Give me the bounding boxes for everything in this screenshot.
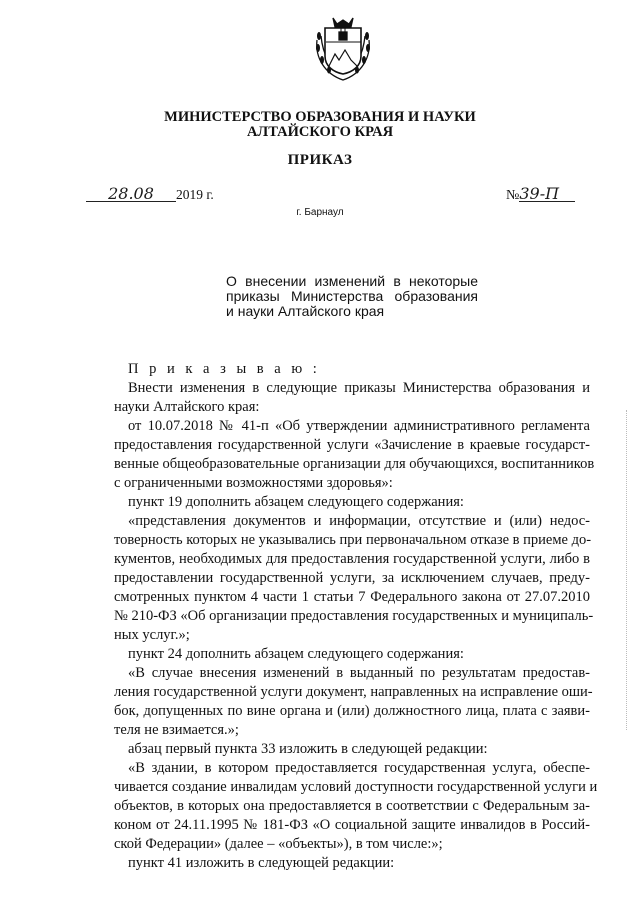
document-type-title: ПРИКАЗ (287, 152, 353, 168)
body-line: ления государственной услуги документ, направленных на исправление оши- (114, 684, 593, 700)
subject-line: О внесении изменений в некоторые (226, 273, 478, 289)
altai-krai-coat-of-arms-icon (311, 6, 375, 82)
document-year: 2019 г. (176, 187, 214, 202)
document-subject (226, 274, 478, 319)
handwritten-number: 39-П (519, 187, 575, 202)
document-body (114, 360, 598, 873)
body-line: ской Федерации» (далее – «объекты»), в том числе:»; (114, 836, 443, 852)
body-line: от 10.07.2018 № 41-п «Об утверждении административного регламента (128, 418, 590, 434)
document-date (86, 184, 214, 203)
ministry-name (0, 110, 640, 140)
body-line: науки Алтайского края: (114, 399, 260, 415)
ministry-line-1: МИНИСТЕРСТВО ОБРАЗОВАНИЯ И НАУКИ (164, 109, 476, 125)
body-line: «представления документов и информации, отсутствие и (или) недос- (128, 513, 590, 529)
body-line: пункт 19 дополнить абзацем следующего содержания: (128, 494, 464, 510)
body-line: Внести изменения в следующие приказы Министерства образования и (128, 380, 590, 396)
scan-margin-marks (626, 410, 633, 730)
body-line: предоставления государственной услуги «Зачисление в краевые государст- (114, 437, 590, 453)
body-line: пункт 24 дополнить абзацем следующего содержания: (128, 646, 464, 662)
order-keyword: П р и к а з ы в а ю : (128, 361, 321, 377)
body-line: «В случае внесения изменений в выданный по результатам предостав- (128, 665, 590, 681)
ministry-line-2: АЛТАЙСКОГО КРАЯ (246, 124, 394, 140)
body-line: абзац первый пункта 33 изложить в следующей редакции: (128, 741, 488, 757)
body-line: предоставлении государственной услуги, за исключением случаев, преду- (114, 570, 590, 586)
body-line: коном от 24.11.1995 № 181-ФЗ «О социальной защите инвалидов в Россий- (114, 817, 590, 833)
body-line: пункт 41 изложить в следующей редакции: (128, 855, 395, 871)
document-city: г. Барнаул (296, 207, 344, 218)
body-line: с ограниченными возможностями здоровья»: (114, 475, 393, 491)
body-line: венные общеобразовательные организации для обучающихся, воспитанников (114, 456, 595, 472)
subject-line: и науки Алтайского края (226, 303, 385, 319)
body-line: объектов, в которых она предоставляется в соответствии с Федеральным за- (114, 798, 590, 814)
subject-line: приказы Министерства образования (226, 288, 478, 304)
number-prefix: № (506, 188, 520, 203)
body-line: «В здании, в котором предоставляется государственная услуга, обеспе- (128, 760, 590, 776)
body-line: № 210-ФЗ «Об организации предоставления государственных и муниципаль- (114, 608, 594, 624)
body-line: ных услуг.»; (114, 627, 190, 643)
body-line: товерность которых не указывались при первоначальном отказе в приеме до- (114, 532, 592, 548)
document-number (506, 184, 575, 204)
body-line: чивается создание инвалидам условий доступности государственной услуги и (114, 779, 598, 795)
body-line: теля не взимается.»; (114, 722, 239, 738)
body-line: бок, допущенных по вине органа и (или) должностного лица, плата с заяви- (114, 703, 590, 719)
body-line: смотренных пунктом 4 части 1 статьи 7 Федерального закона от 27.07.2010 (114, 589, 590, 605)
handwritten-date: 28.08 (86, 187, 176, 202)
body-line: кументов, необходимых для предоставления государственной услуги, либо в (114, 551, 590, 567)
